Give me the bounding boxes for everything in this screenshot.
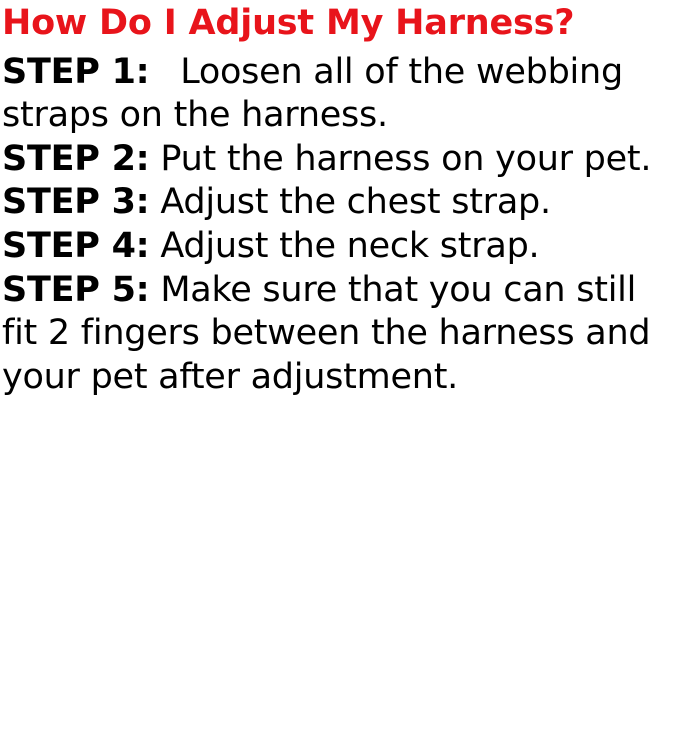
instruction-card bbox=[0, 2, 679, 754]
steps-list bbox=[2, 51, 675, 400]
list-item bbox=[2, 181, 675, 225]
step-text: Adjust the neck strap. bbox=[160, 225, 540, 266]
list-item bbox=[2, 269, 675, 400]
step-text: Adjust the chest strap. bbox=[160, 182, 551, 223]
step-text: Make sure that you can still fit 2 fingers between the harness and your pet after adjustment. bbox=[2, 269, 651, 397]
step-label: STEP 5: bbox=[2, 269, 150, 310]
step-label: STEP 3: bbox=[2, 182, 150, 223]
list-item bbox=[2, 225, 675, 269]
list-item bbox=[2, 138, 675, 182]
step-label: STEP 4: bbox=[2, 225, 150, 266]
step-text: Put the harness on your pet. bbox=[160, 138, 652, 179]
step-label: STEP 2: bbox=[2, 138, 150, 179]
list-item bbox=[2, 51, 675, 138]
page-title: How Do I Adjust My Harness? bbox=[2, 3, 575, 43]
step-label: STEP 1: bbox=[2, 51, 150, 92]
step-text: Loosen all of the webbing straps on the harness. bbox=[2, 51, 623, 136]
